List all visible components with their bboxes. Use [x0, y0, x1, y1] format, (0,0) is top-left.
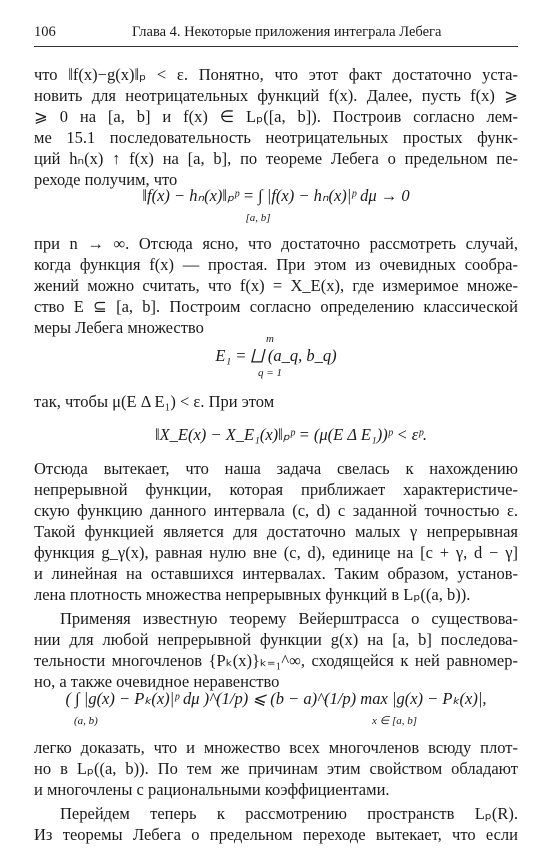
formula-main: ‖X_E(x) − X_E₁(x)‖ₚᵖ = (μ(E Δ E₁))ᵖ < εᵖ.: [154, 425, 428, 444]
paragraph-5: [34, 608, 518, 692]
text-line: и линейная на оставшихся интервалах. Таким образом, установ-: [34, 564, 518, 583]
text-line: ме 15.1 последовательность неотрицательных простых функ-: [34, 128, 518, 147]
text-line: Такой функцией является для достаточно малых γ непрерывная: [34, 522, 518, 541]
formula-main: ‖f(x) − hₙ(x)‖ₚᵖ = ∫ |f(x) − hₙ(x)|ᵖ dμ → 0: [142, 186, 410, 205]
paragraph-7: [34, 803, 518, 845]
paragraph-3: [34, 391, 518, 412]
integral-subscript: (a, b): [74, 715, 98, 727]
text-line: Применяя известную теорему Вейерштрасса о существова-: [60, 609, 518, 628]
paragraph-6: [34, 737, 518, 800]
formula-subscript: [a, b]: [245, 212, 271, 224]
text-line: непрерывной функции, которая приближает характеристиче-: [34, 480, 518, 499]
text-line: ⩾ 0 на [a, b] и f(x) ∈ Lₚ([a, b]). Построив согласно лем-: [34, 107, 518, 126]
text-line: скую функцию данного интервала (c, d) с заданной точностью ε.: [34, 501, 518, 520]
text-line: легко доказать, что и множество всех многочленов всюду плот-: [34, 738, 518, 757]
formula-superscript: m: [266, 333, 274, 345]
text-line: когда функция f(x) — простая. При этом из очевидных сообра-: [34, 255, 518, 274]
text-line: при n → ∞. Отсюда ясно, что достаточно рассмотреть случай,: [34, 234, 518, 253]
max-subscript: x ∈ [a, b]: [372, 715, 418, 727]
text-line: и многочлены с рациональными коэффициентами.: [34, 780, 390, 799]
text-line: меры Лебега множество: [34, 318, 204, 337]
text-line: Из теоремы Лебега о предельном переходе вытекает, что если: [34, 825, 518, 844]
page-header: [34, 22, 518, 47]
formula-characteristic: [34, 424, 518, 446]
text-line: тельности многочленов {Pₖ(x)}ₖ₌₁^∞, сходящейся к ней равномер-: [34, 651, 518, 670]
text-line: реходе получим, что: [34, 170, 178, 189]
text-line: ство E ⊆ [a, b]. Построим согласно определению классической: [34, 297, 518, 316]
paragraph-4: [34, 458, 518, 605]
running-title: Глава 4. Некоторые приложения интеграла Лебега: [132, 24, 442, 40]
page-number: 106: [34, 24, 56, 40]
text-line: функция g_γ(x), равная нулю вне (c, d), единице на [c + γ, d − γ]: [34, 543, 518, 562]
formula-set-union: [34, 333, 518, 379]
formula-main: E₁ = ⨆ (a_q, b_q): [215, 346, 337, 365]
text-line: что ‖f(x)−g(x)‖ₚ < ε. Понятно, что этот факт достаточно уста-: [34, 65, 518, 84]
text-line: так, чтобы μ(E Δ E₁) < ε. При этом: [34, 392, 275, 411]
text-line: Перейдем теперь к рассмотрению пространств Lₚ(R).: [60, 804, 518, 823]
text-line: ций hₙ(x) ↑ f(x) на [a, b], по теореме Лебега о предельном пе-: [34, 149, 518, 168]
paragraph-1: [34, 64, 518, 190]
formula-subscripts: [34, 710, 518, 727]
text-line: но в Lₚ((a, b)). По тем же причинам этим свойством обладают: [34, 759, 518, 778]
text-line: Отсюда вытекает, что наша задача свелась к нахождению: [34, 459, 518, 478]
text-line: новить для неотрицательных функций f(x). Далее, пусть f(x) ⩾: [34, 86, 518, 105]
paragraph-2: [34, 233, 518, 338]
formula-subscript: q = 1: [258, 367, 282, 379]
text-line: но, а также очевидное неравенство: [34, 672, 280, 691]
text-line: жений можно считать, что f(x) = X_E(x), где измеримое множе-: [34, 276, 518, 295]
formula-norm-limit: [34, 185, 518, 229]
text-line: нии для любой непрерывной функции g(x) на [a, b] последова-: [34, 630, 518, 649]
formula-inequality: [34, 688, 518, 727]
formula-main: ( ∫ |g(x) − Pₖ(x)|ᵖ dμ )^(1/p) ⩽ (b − a)^(1/p) max |g(x) − Pₖ(x)|,: [65, 689, 487, 708]
text-line: лена плотность множества непрерывных функций в Lₚ((a, b)).: [34, 585, 471, 604]
